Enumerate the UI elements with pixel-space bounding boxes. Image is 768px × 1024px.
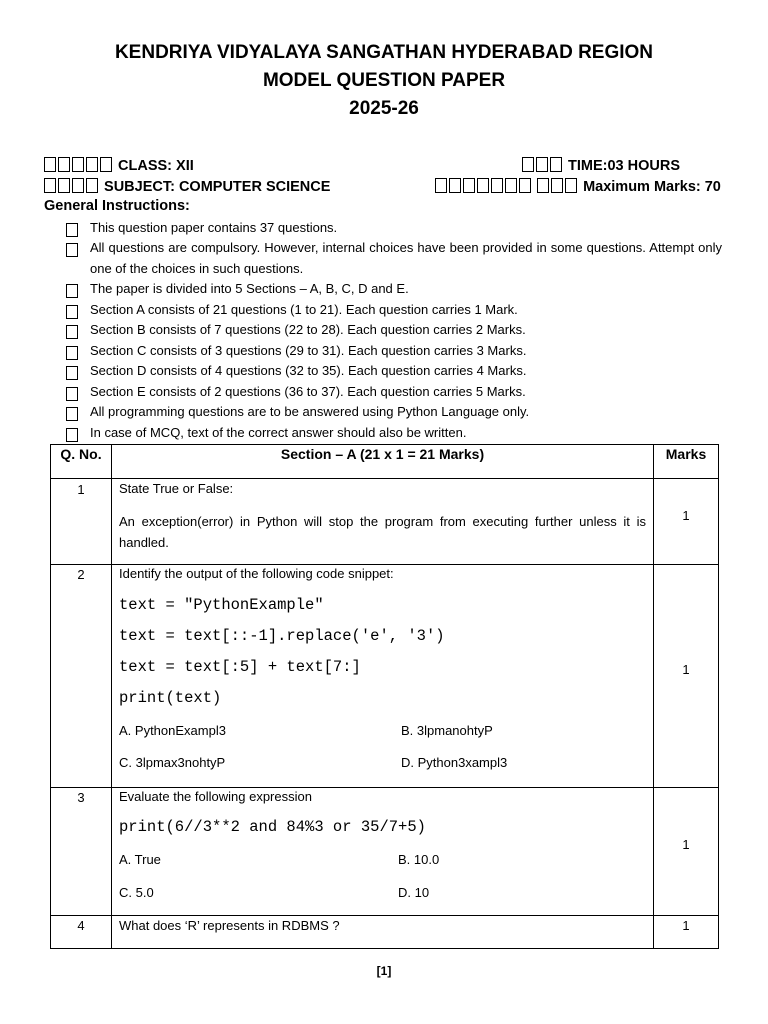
bullet-icon — [66, 243, 78, 257]
question-text: State True or False: — [119, 481, 234, 496]
option-a: A. True — [119, 852, 161, 867]
bullet-icon — [66, 387, 78, 401]
instruction-item: Section C consists of 3 questions (29 to 31). Each question carries 3 Marks. — [90, 343, 527, 358]
header-qno: Q. No. — [60, 446, 102, 462]
question-number: 1 — [77, 482, 85, 497]
bullet-icon — [66, 325, 78, 339]
option-d: D. Python3xampl3 — [401, 755, 508, 770]
question-text: Identify the output of the following code snippet: — [119, 566, 394, 581]
question-marks: 1 — [682, 918, 690, 933]
instruction-item: Section D consists of 4 questions (32 to 35). Each question carries 4 Marks. — [90, 363, 527, 378]
question-text: Evaluate the following expression — [119, 789, 312, 804]
option-d: D. 10 — [398, 885, 430, 900]
question-number: 2 — [77, 567, 85, 582]
instruction-item: Section A consists of 21 questions (1 to 21). Each question carries 1 Mark. — [90, 302, 518, 317]
instruction-item: Section B consists of 7 questions (22 to 28). Each question carries 2 Marks. — [90, 322, 526, 337]
bullet-icon — [66, 284, 78, 298]
instruction-item: All questions are compulsory. However, internal choices have been provided in some questions. Attempt only one of the choices in such questions. — [90, 240, 722, 276]
code-line: text = text[::-1].replace('e', '3') — [119, 627, 445, 645]
instruction-item: The paper is divided into 5 Sections – A, B, C, D and E. — [90, 281, 409, 296]
instruction-item: All programming questions are to be answered using Python Language only. — [90, 404, 530, 419]
header-section: Section – A (21 x 1 = 21 Marks) — [280, 446, 485, 462]
paper-year: 2025-26 — [349, 98, 419, 119]
code-line: text = text[:5] + text[7:] — [119, 658, 361, 676]
max-marks-label: Maximum Marks: 70 — [435, 178, 721, 195]
class-label: CLASS: XII — [44, 157, 194, 174]
instruction-item: Section E consists of 2 questions (36 to 37). Each question carries 5 Marks. — [90, 384, 526, 399]
code-line: print(6//3**2 and 84%3 or 35/7+5) — [119, 818, 426, 836]
question-statement: An exception(error) in Python will stop the program from executing further unless it is handled. — [119, 514, 646, 550]
bullet-icon — [66, 407, 78, 421]
option-c: C. 5.0 — [119, 885, 154, 900]
option-b: B. 3lpmanohtyP — [401, 723, 493, 738]
instruction-item: In case of MCQ, text of the correct answer should also be written. — [90, 425, 467, 440]
paper-title-org: KENDRIYA VIDYALAYA SANGATHAN HYDERABAD REGION — [114, 42, 654, 63]
question-marks: 1 — [682, 508, 690, 523]
option-b: B. 10.0 — [398, 852, 440, 867]
instruction-item: This question paper contains 37 questions. — [90, 220, 338, 235]
subject-label: SUBJECT: COMPUTER SCIENCE — [44, 178, 330, 195]
bullet-icon — [66, 366, 78, 380]
instructions-title: General Instructions: — [44, 198, 190, 214]
question-number: 4 — [77, 918, 85, 933]
bullet-icon — [66, 346, 78, 360]
question-marks: 1 — [682, 837, 690, 852]
paper-title: MODEL QUESTION PAPER — [262, 70, 506, 91]
page-number: [1] — [376, 964, 392, 978]
option-c: C. 3lpmax3nohtyP — [119, 755, 226, 770]
bullet-icon — [66, 428, 78, 442]
time-label: TIME:03 HOURS — [522, 157, 680, 174]
question-marks: 1 — [682, 662, 690, 677]
question-text: What does ‘R’ represents in RDBMS ? — [119, 918, 340, 933]
question-number: 3 — [77, 790, 85, 805]
option-a: A. PythonExampl3 — [119, 723, 226, 738]
code-line: print(text) — [119, 689, 222, 707]
code-line: text = "PythonExample" — [119, 596, 324, 614]
bullet-icon — [66, 305, 78, 319]
header-marks: Marks — [665, 446, 707, 462]
bullet-icon — [66, 223, 78, 237]
